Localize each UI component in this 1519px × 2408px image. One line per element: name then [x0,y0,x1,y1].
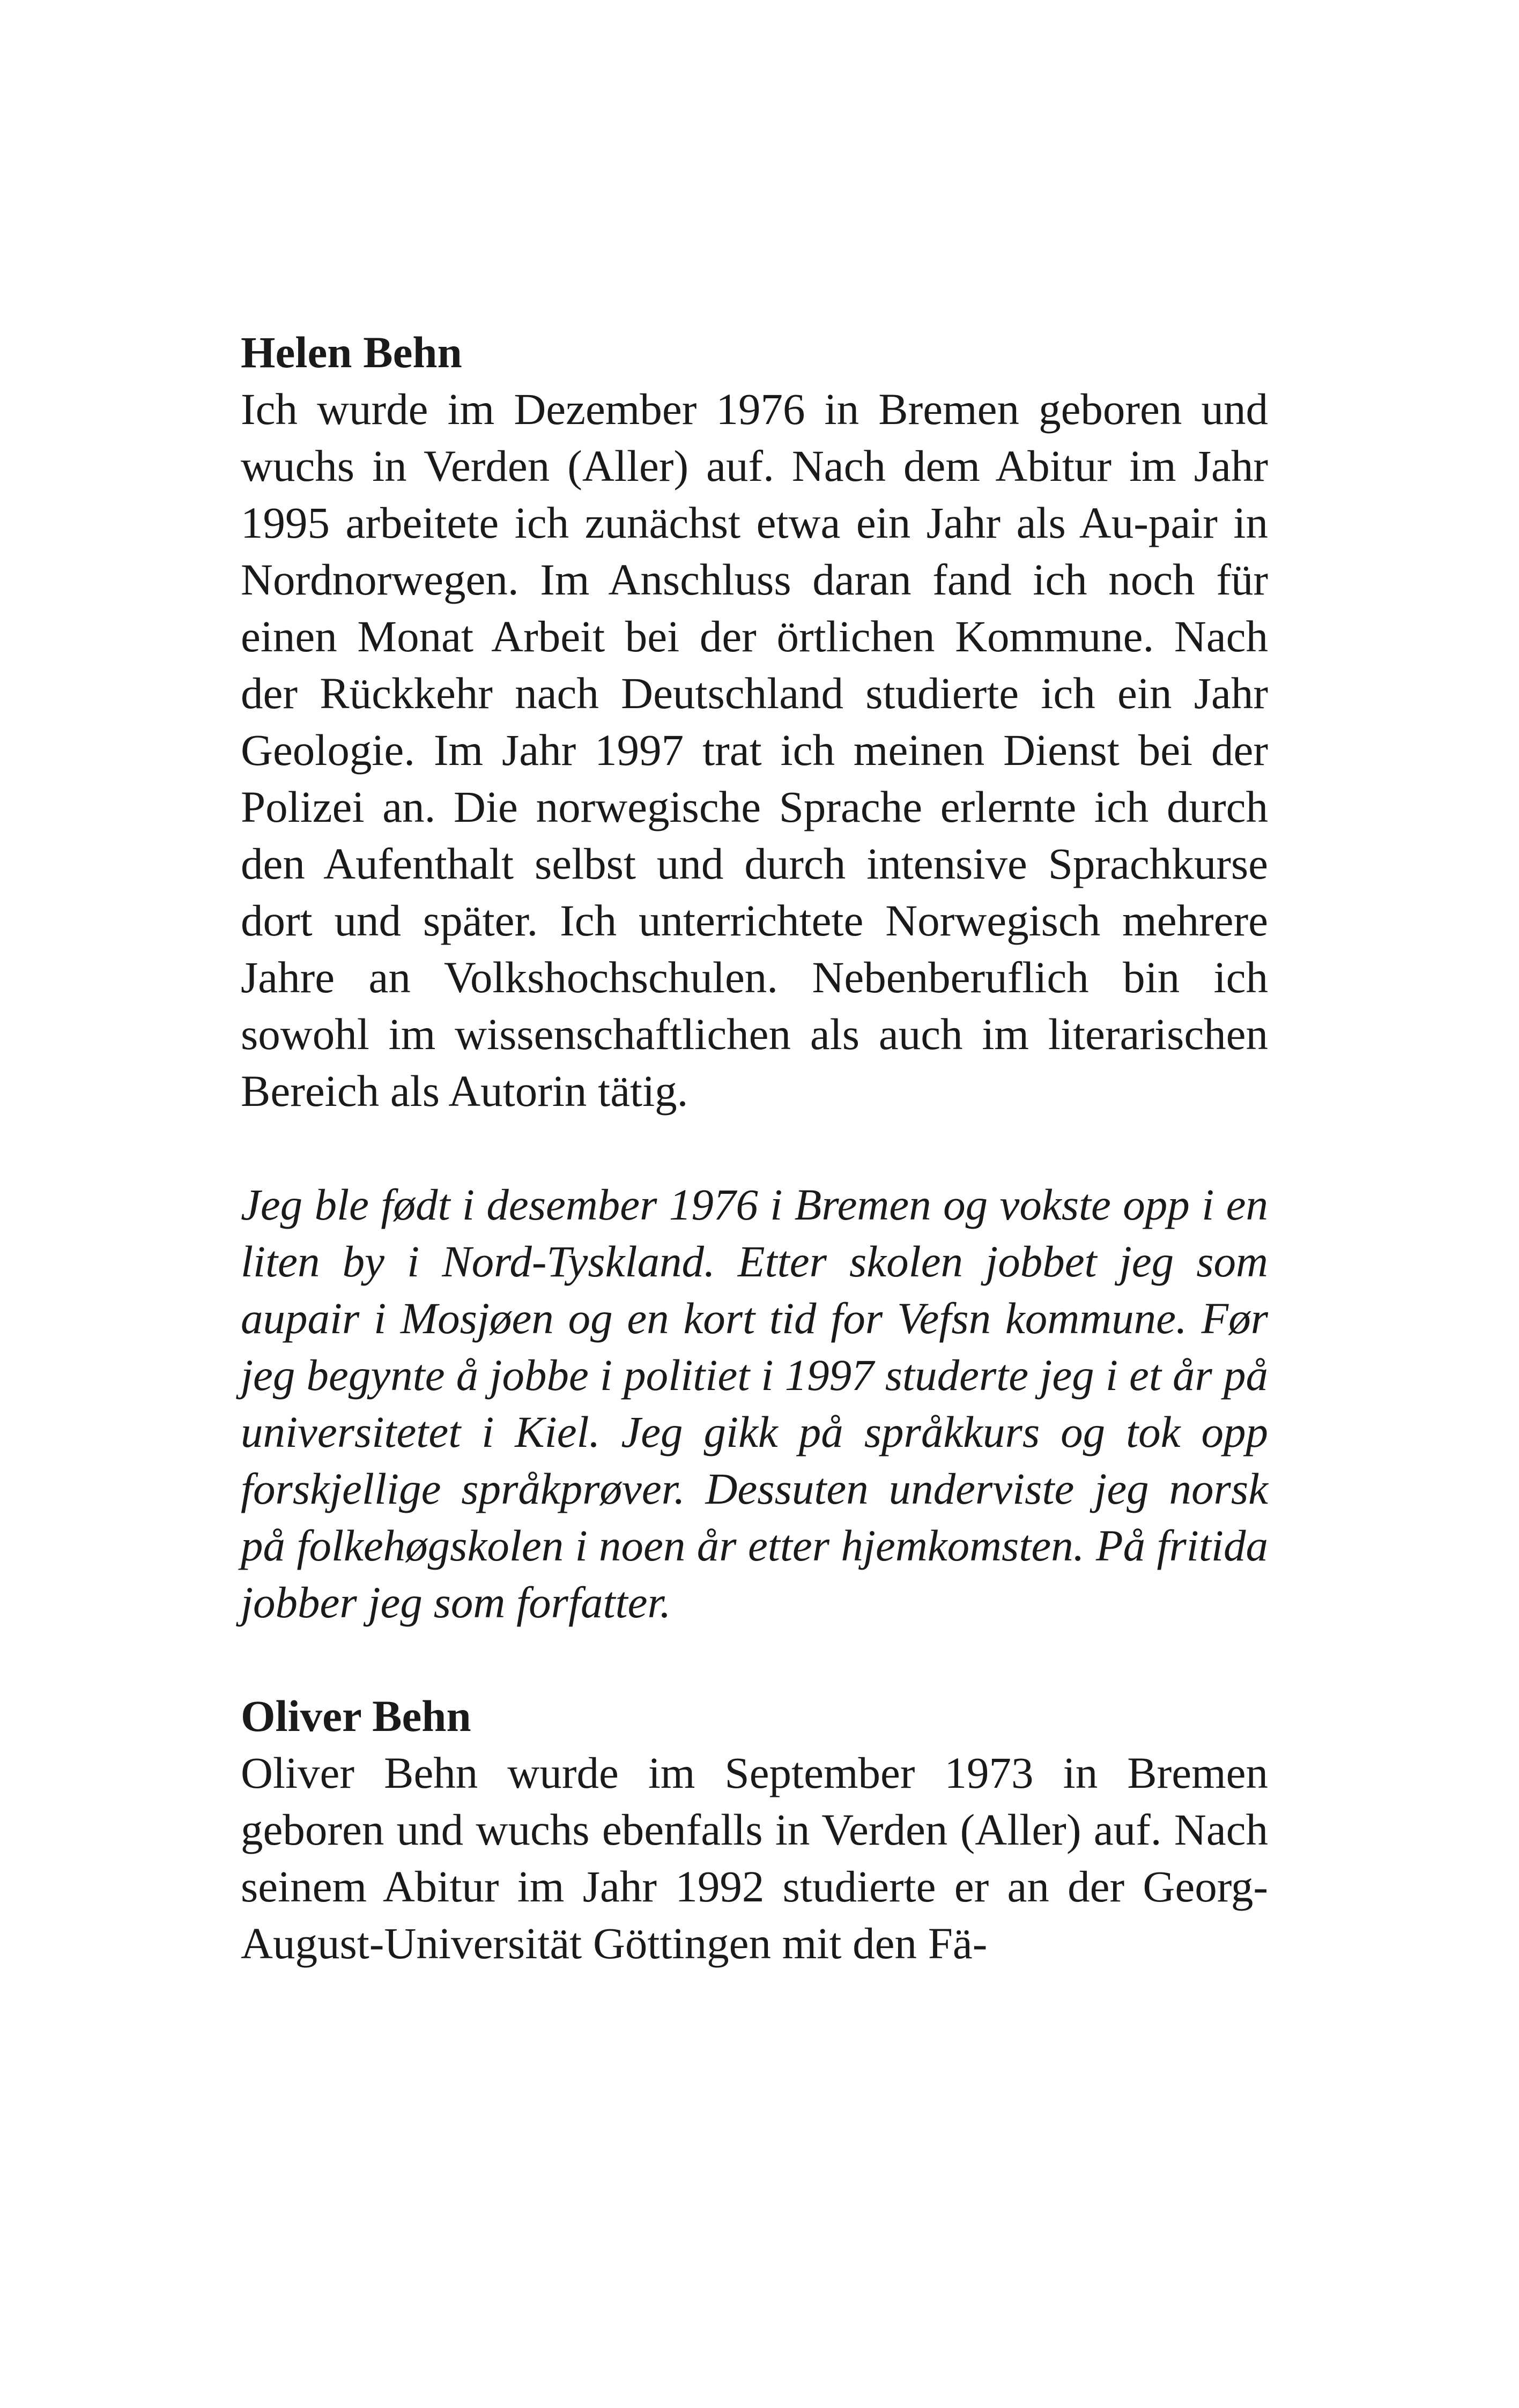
author-bio-oliver [241,1688,1268,1972]
author-name: Oliver Behn [241,1691,471,1741]
author-bio-helen [241,324,1268,1631]
paragraph-gap [241,1119,1268,1176]
author-name: Helen Behn [241,328,462,377]
bio-norwegian: Jeg ble født i desember 1976 i Bremen og vokste opp i en liten by i Nord-Tyskland. Etter skolen jobbet jeg som aupair i Mosjøen og en kort tid for Vefsn kommune. Før jeg begynte å jobbe i politiet i 1997 studerte jeg i et år på universitetet i Kiel. Jeg gikk på språkkurs og tok opp forskjellige språkprøver. Dessuten underviste jeg norsk på folkehøgskolen i noen år etter hjemkomsten. På fritida jobber jeg som forfatter. [241,1180,1268,1627]
bio-german: Ich wurde im Dezember 1976 in Bremen geboren und wuchs in Verden (Aller) auf. Nach dem Abitur im Jahr 1995 arbeitete ich zunächst etwa ein Jahr als Au-pair in Nordnorwegen. Im Anschluss daran fand ich noch für einen Monat Arbeit bei der örtlichen Kommune. Nach der Rückkehr nach Deutschland studierte ich ein Jahr Geologie. Im Jahr 1997 trat ich meinen Dienst bei der Polizei an. Die norwegische Sprache erlernte ich durch den Aufenthalt selbst und durch intensive Sprachkurse dort und später. Ich unterrichtete Norwegisch mehrere Jahre an Volkshochschulen. Nebenberuflich bin ich sowohl im wissenschaftlichen als auch im literarischen Bereich als Autorin tätig. [241,384,1268,1116]
section-gap [241,1631,1268,1688]
page-content [241,324,1268,1972]
bio-german: Oliver Behn wurde im September 1973 in Bremen geboren und wuchs ebenfalls in Verden (Aller) auf. Nach seinem Abitur im Jahr 1992 studierte er an der Georg-August-Universität Göttingen mit den Fä- [241,1748,1268,1968]
